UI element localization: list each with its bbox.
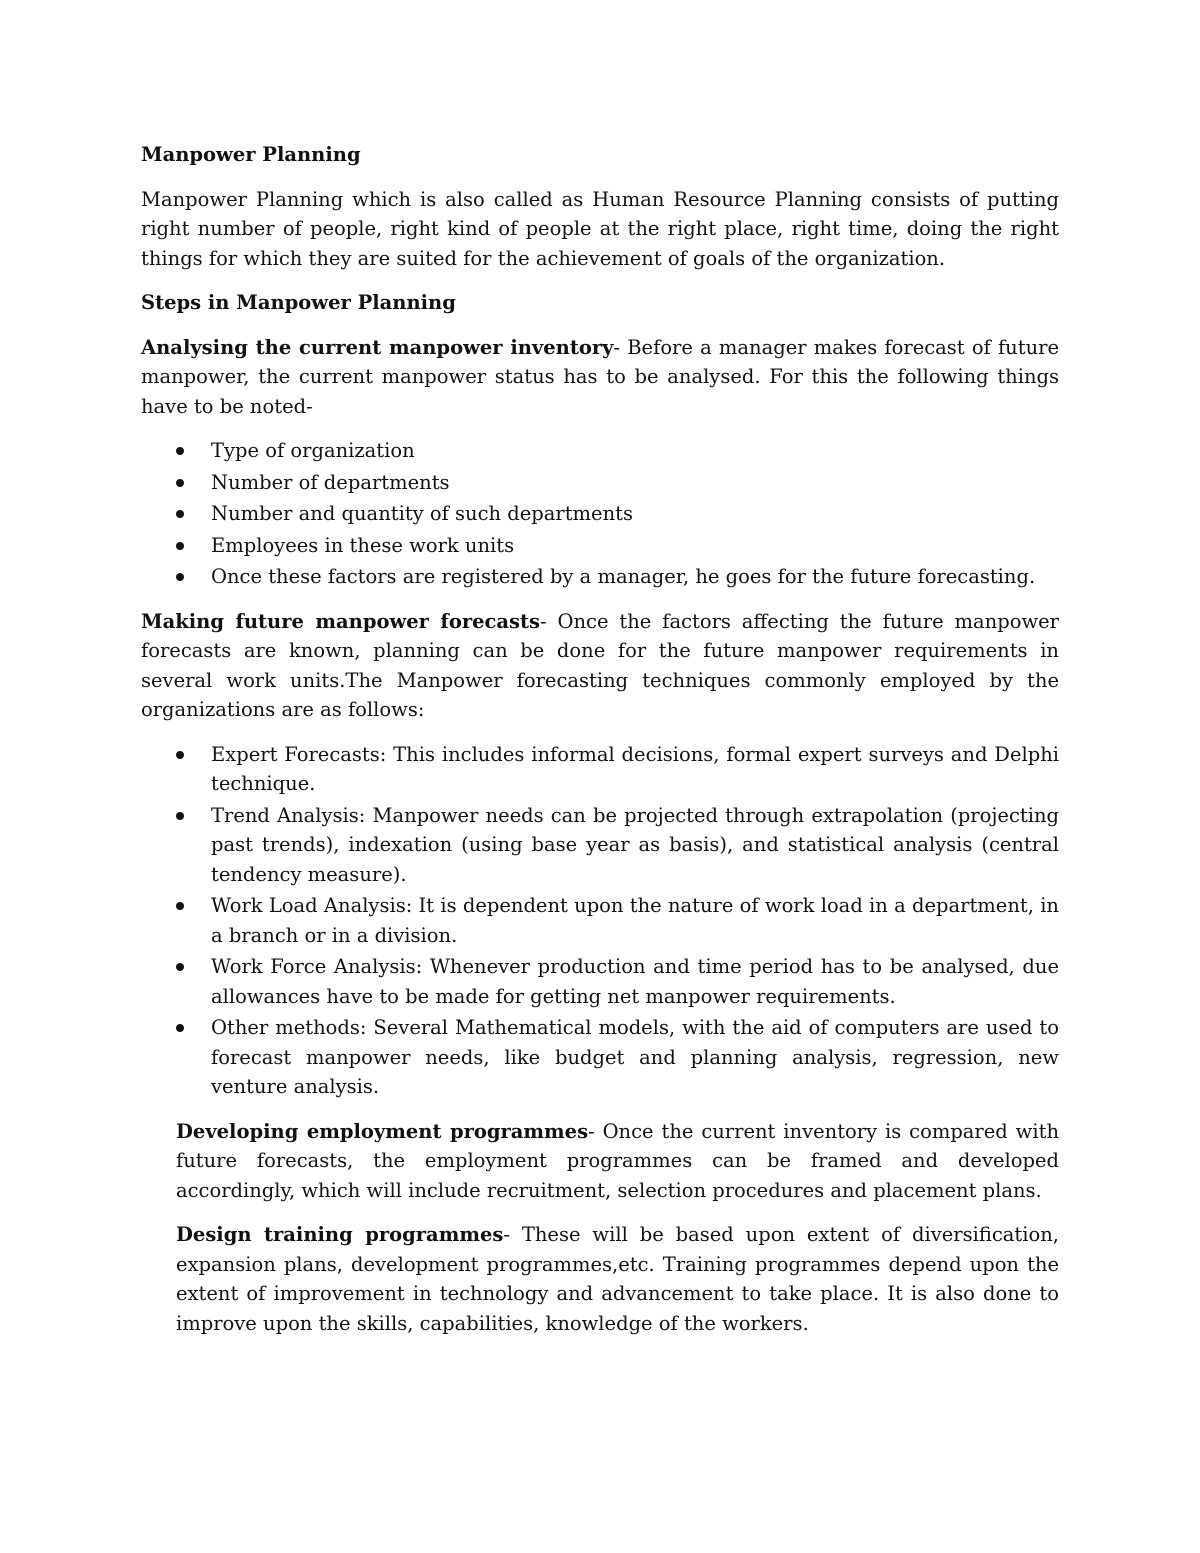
list-item-text: Number and quantity of such departments — [211, 502, 633, 525]
section-lead: Developing employment programmes — [176, 1119, 589, 1143]
section-text: - Once the current inventory is compared with future forecasts, the employment programmes can be framed and developed accordingly, which will include recruitment, selection procedures and placement plans. — [176, 1119, 1059, 1202]
bullet-icon — [176, 812, 184, 820]
bullet-icon — [176, 902, 184, 910]
section-text: - Once the factors affecting the future manpower forecasts are known, planning can be done for the future manpower requirements in several work units.The Manpower forecasting techniques commonly employed by the organizations are as follows: — [141, 609, 1060, 721]
section-lead: Making future manpower forecasts — [141, 609, 540, 633]
forecasting-techniques-list — [141, 740, 1059, 1102]
list-item-text: Work Force Analysis: Whenever production and time period has to be analysed, due allowances have to be made for getting net manpower requirements. — [211, 955, 1059, 1008]
list-item — [141, 952, 1059, 1011]
list-item-text: Trend Analysis: Manpower needs can be projected through extrapolation (projecting past trends), indexation (using base year as basis), and statistical analysis (central tendency measure). — [211, 803, 1059, 886]
bullet-icon — [176, 963, 184, 971]
list-item — [141, 436, 1059, 466]
inventory-list — [141, 436, 1059, 592]
list-item — [141, 468, 1059, 498]
bullet-icon — [176, 1024, 184, 1032]
list-item-text: Employees in these work units — [211, 533, 515, 557]
list-item-text: Type of organization — [211, 439, 415, 462]
section-text: - Before a manager makes forecast of future manpower, the current manpower status has to be analysed. For this the following things have to be noted- — [141, 335, 1059, 418]
bullet-icon — [176, 542, 184, 550]
list-item — [141, 1013, 1059, 1102]
list-item — [141, 801, 1059, 890]
list-item — [141, 562, 1059, 592]
document-title: Manpower Planning — [141, 143, 361, 166]
list-item-text: Once these factors are registered by a manager, he goes for the future forecasting. — [211, 565, 1036, 588]
bullet-icon — [176, 479, 184, 487]
list-item-text: Number of departments — [211, 470, 450, 494]
list-item — [141, 499, 1059, 529]
section-employment-programmes — [141, 1117, 1059, 1206]
list-item — [141, 531, 1059, 561]
bullet-icon — [176, 447, 184, 455]
intro-paragraph: Manpower Planning which is also called as Human Resource Planning consists of putting right number of people, right kind of people at the right place, right time, doing the right things for which they are suited for the achievement of goals of the organization. — [141, 187, 1059, 270]
section-future-forecasts — [141, 607, 1059, 725]
list-item — [141, 740, 1059, 799]
bullet-icon — [176, 573, 184, 581]
list-item-text: Expert Forecasts: This includes informal decisions, formal expert surveys and Delphi technique. — [211, 742, 1059, 795]
list-item-text: Other methods: Several Mathematical models, with the aid of computers are used to forecast manpower needs, like budget and planning analysis, regression, new venture analysis. — [211, 1016, 1059, 1098]
list-item — [141, 891, 1059, 950]
list-item-text: Work Load Analysis: It is dependent upon the nature of work load in a department, in a branch or in a division. — [211, 894, 1059, 947]
section-lead: Design training programmes — [176, 1223, 504, 1246]
steps-heading: Steps in Manpower Planning — [141, 291, 456, 314]
section-training-programmes — [141, 1220, 1059, 1338]
bullet-icon — [176, 510, 184, 518]
bullet-icon — [176, 751, 184, 759]
section-lead: Analysing the current manpower inventory — [141, 335, 614, 359]
section-analysing-inventory — [141, 333, 1059, 422]
document-page — [141, 140, 1059, 1353]
section-text: - These will be based upon extent of diversification, expansion plans, development programmes,etc. Training programmes depend upon the extent of improvement in technology and advancement to take place. It is also done to improve upon the skills, capabilities, knowledge of the workers. — [176, 1223, 1059, 1335]
